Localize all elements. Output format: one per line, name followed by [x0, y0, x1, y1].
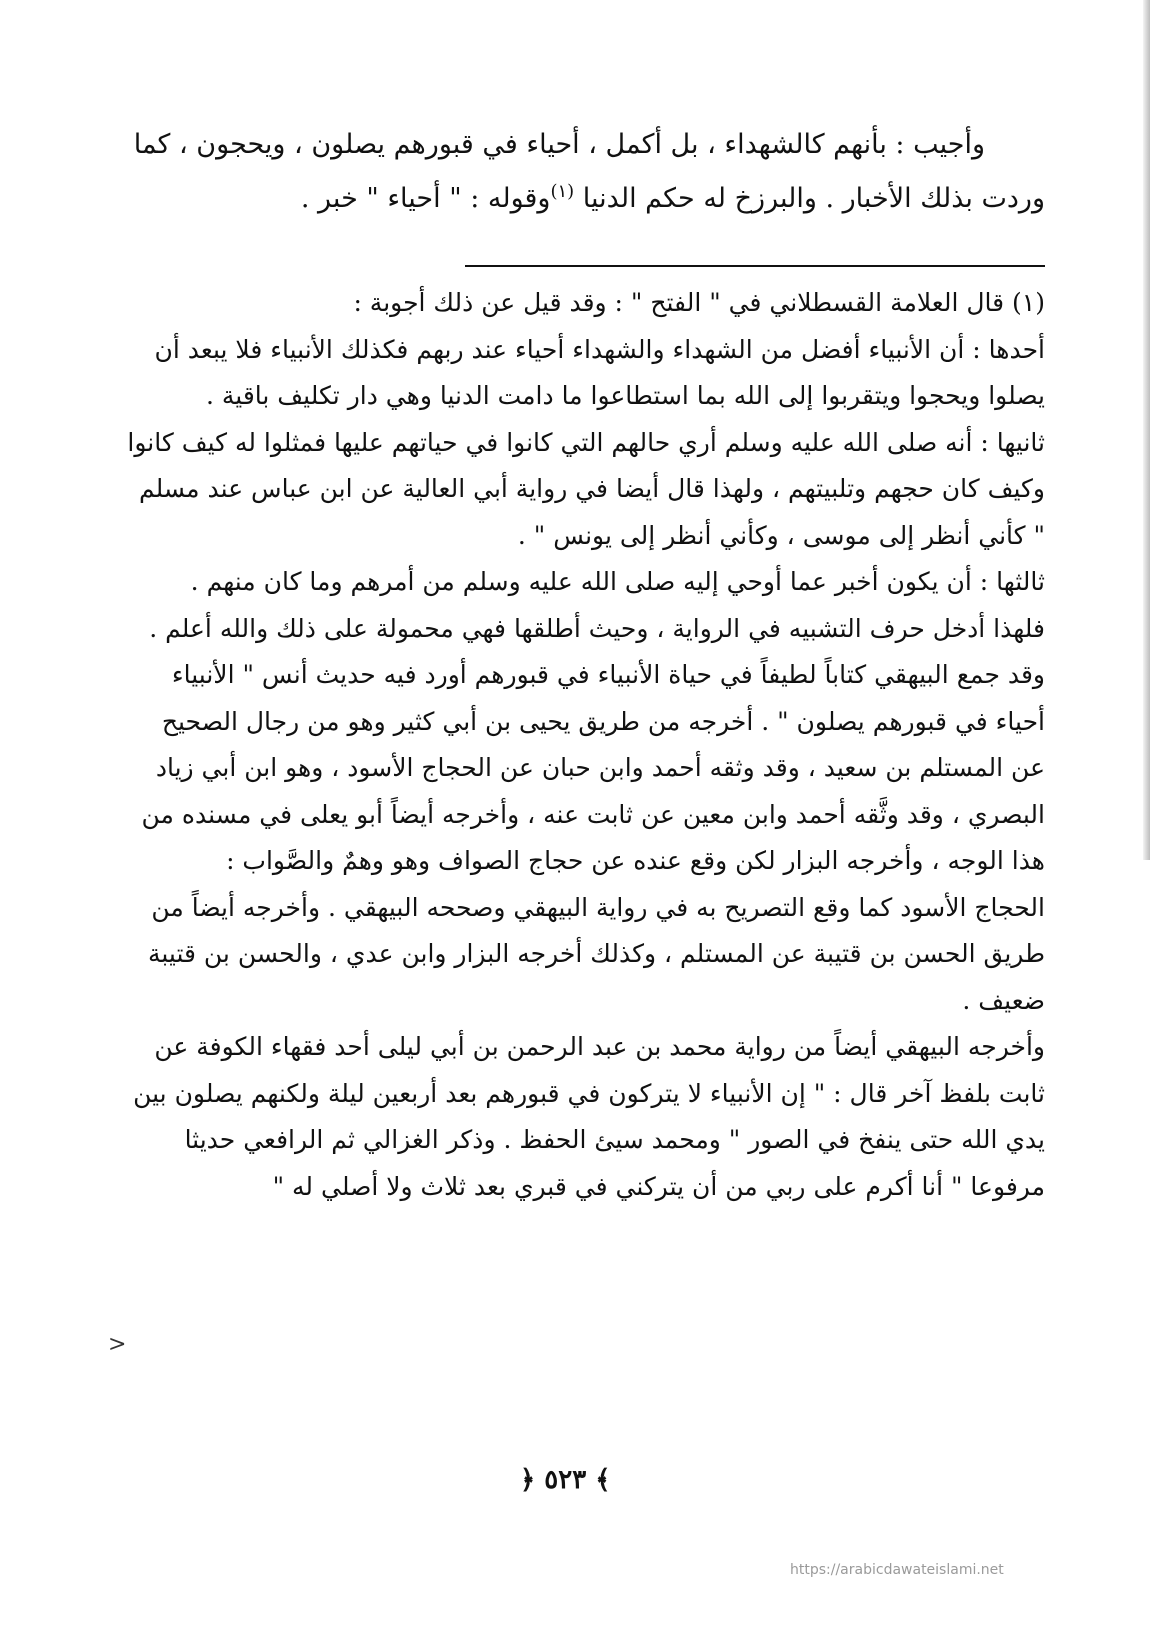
footnote-line: ثابت بلفظ آخر قال : " إن الأنبياء لا يتركون في قبورهم بعد أربعين ليلة ولكنهم يصلون بين	[133, 1078, 1045, 1108]
main-line-part: وقوله : " أحياء " خبر .	[300, 183, 551, 214]
footnote-line: وكيف كان حجهم وتلبيتهم ، ولهذا قال أيضا في رواية أبي العالية عن ابن عباس عند مسلم	[138, 474, 1045, 503]
footnote-line: يصلوا ويحجوا ويتقربوا إلى الله بما استطاعوا ما دامت الدنيا وهي دار تكليف باقية .	[205, 381, 1045, 410]
continuation-mark: >	[108, 1332, 127, 1357]
footnote-line: الحجاج الأسود كما وقع التصريح به في رواية البيهقي وصححه البيهقي . وأخرجه أيضاً من	[151, 892, 1045, 922]
footnote-line: مرفوعا " أنا أكرم على ربي من أن يتركني في قبري بعد ثلاث ولا أصلي له "	[272, 1171, 1045, 1201]
footnote-line: ضعيف .	[962, 985, 1045, 1015]
page-edge-shadow	[1143, 0, 1150, 860]
footnote-reference[interactable]: (١)	[550, 181, 575, 202]
footnote-line: ثانيها : أنه صلى الله عليه وسلم أري حالهم التي كانوا في حياتهم عليها فمثلوا له كيف كانوا	[127, 427, 1045, 457]
footnote-line: (١) قال العلامة القسطلاني في " الفتح " : وقد قيل عن ذلك أجوبة :	[353, 288, 1045, 317]
footnote-line: وأخرجه البيهقي أيضاً من رواية محمد بن عبد الرحمن بن أبي ليلى أحد فقهاء الكوفة عن	[154, 1032, 1045, 1061]
footnote-separator	[465, 265, 1045, 267]
footnote-line: وقد جمع البيهقي كتاباً لطيفاً في حياة الأنبياء في قبورهم أورد فيه حديث أنس " الأنبياء	[171, 660, 1045, 689]
footnote-line: " كأني أنظر إلى موسى ، وكأني أنظر إلى يونس " .	[517, 520, 1045, 550]
main-line	[100, 172, 1045, 226]
watermark-url: https://arabicdawateislami.net	[790, 1562, 1004, 1578]
footnote-line: يدي الله حتى ينفخ في الصور " ومحمد سيئ الحفظ . وذكر الغزالي ثم الرافعي حديثا	[184, 1125, 1045, 1154]
footnote-line: طريق الحسن بن قتيبة عن المستلم ، وكذلك أخرجه البزار وابن عدي ، والحسن بن قتيبة	[147, 939, 1045, 968]
footnote-line: أحدها : أن الأنبياء أفضل من الشهداء والشهداء أحياء عند ربهم فكذلك الأنبياء فلا يبعد أن	[154, 334, 1045, 364]
main-text	[100, 118, 1045, 226]
footnotes	[100, 280, 1045, 1210]
footnote-line: ثالثها : أن يكون أخبر عما أوحي إليه صلى الله عليه وسلم من أمرهم وما كان منهم .	[190, 567, 1045, 596]
main-line-part: وردت بذلك الأخبار . والبرزخ له حكم الدنيا	[582, 183, 1045, 214]
footnote-line: أحياء في قبورهم يصلون " . أخرجه من طريق يحيى بن أبي كثير وهو من رجال الصحيح	[161, 706, 1045, 736]
footnote-line: عن المستلم بن سعيد ، وقد وثقه أحمد وابن حبان عن الحجاج الأسود ، وهو ابن أبي زياد	[155, 753, 1045, 782]
footnote-line: البصري ، وقد وثَّقه أحمد وابن معين عن ثابت عنه ، وأخرجه أيضاً أبو يعلى في مسنده من	[141, 799, 1045, 829]
footnote-line: فلهذا أدخل حرف التشبيه في الرواية ، وحيث أطلقها فهي محمولة على ذلك والله أعلم .	[149, 613, 1045, 643]
main-line: وأجيب : بأنهم كالشهداء ، بل أكمل ، أحياء في قبورهم يصلون ، ويحجون ، كما	[133, 129, 985, 160]
footnote-line: هذا الوجه ، وأخرجه البزار لكن وقع عنده عن حجاج الصواف وهو وهمٌ والصَّواب :	[226, 846, 1045, 875]
page-number: ﴿ ٥٢٣ ﴾	[520, 1465, 611, 1495]
